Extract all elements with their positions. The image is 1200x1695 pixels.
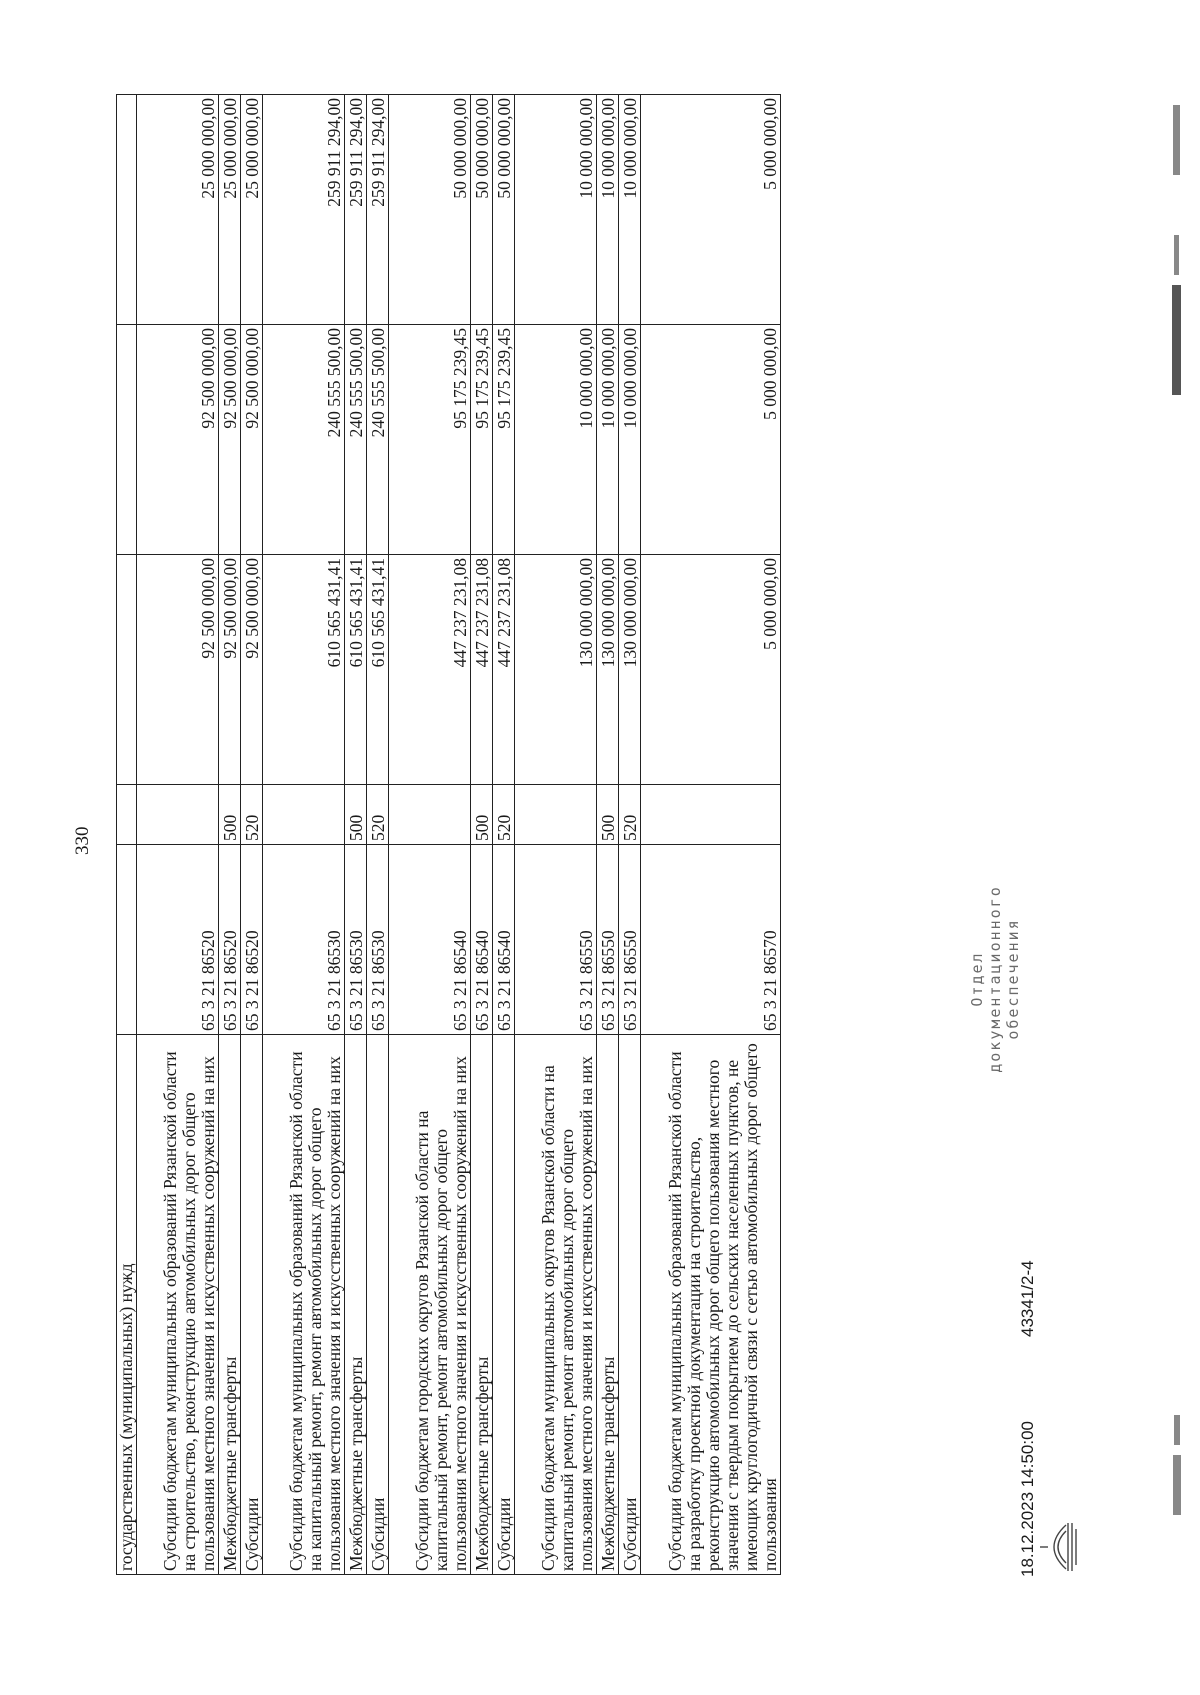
emblem-icon [1036,1519,1080,1575]
row-amount-3: 259 911 294,00 [345,95,367,325]
row-amount-2: 95 175 239,45 [389,325,471,555]
row-expense-type [263,785,345,845]
row-amount-3: 25 000 000,00 [137,95,219,325]
row-amount-1: 610 565 431,41 [345,555,367,785]
row-amount-3: 50 000 000,00 [493,95,515,325]
row-expense-type: 520 [493,785,515,845]
row-target-code: 65 3 21 86520 [219,845,241,1035]
budget-table [116,94,781,1575]
table-row [515,95,597,1575]
row-amount-2: 95 175 239,45 [493,325,515,555]
row-amount-2: 240 555 500,00 [263,325,345,555]
row-expense-type [117,785,137,845]
row-name: Субсидии [619,1035,641,1575]
page-number: 330 [72,826,93,855]
row-name: Субсидии [493,1035,515,1575]
table-row [137,95,219,1575]
row-expense-type: 520 [367,785,389,845]
row-target-code: 65 3 21 86540 [493,845,515,1035]
table-row [263,95,345,1575]
row-name: Субсидии [367,1035,389,1575]
row-name: Субсидии бюджетам муниципальных образований Рязанской области на капитальный ремонт, ремонт автомобильных дорог общего пользования местного значения и искусственных сооружений на них [263,1035,345,1575]
row-amount-3 [117,95,137,325]
row-name: Субсидии бюджетам городских округов Рязанской области на капитальный ремонт, ремонт автомобильных дорог общего пользования местного значения и искусственных сооружений на них [389,1035,471,1575]
row-amount-1: 130 000 000,00 [619,555,641,785]
row-amount-2 [117,325,137,555]
row-target-code: 65 3 21 86530 [345,845,367,1035]
table-row [471,95,493,1575]
row-amount-3: 10 000 000,00 [515,95,597,325]
row-amount-2: 10 000 000,00 [597,325,619,555]
row-amount-2: 5 000 000,00 [641,325,781,555]
row-target-code: 65 3 21 86520 [241,845,263,1035]
table-row [367,95,389,1575]
row-amount-3: 10 000 000,00 [619,95,641,325]
row-expense-type [641,785,781,845]
table-row [219,95,241,1575]
row-amount-2: 240 555 500,00 [367,325,389,555]
department-stamp [968,859,1022,1099]
table-row [597,95,619,1575]
row-target-code: 65 3 21 86530 [263,845,345,1035]
row-name: Межбюджетные трансферты [471,1035,493,1575]
row-expense-type: 500 [345,785,367,845]
row-expense-type [515,785,597,845]
table-row [241,95,263,1575]
row-name: Субсидии [241,1035,263,1575]
row-name: Субсидии бюджетам муниципальных округов Рязанской области на капитальный ремонт, ремонт автомобильных дорог общего пользования местного значения и искусственных сооружений на них [515,1035,597,1575]
row-amount-3: 25 000 000,00 [219,95,241,325]
footer-doc-number: 43341/2-4 [1018,1260,1037,1337]
row-amount-3: 259 911 294,00 [263,95,345,325]
scan-edge-marks [1170,0,1184,1695]
table-row [641,95,781,1575]
row-target-code: 65 3 21 86520 [137,845,219,1035]
row-amount-1: 447 237 231,08 [471,555,493,785]
row-amount-2: 10 000 000,00 [515,325,597,555]
row-name: Субсидии бюджетам муниципальных образований Рязанской области на строительство, реконструкцию автомобильных дорог общего пользования местного значения и искусственных сооружений на них [137,1035,219,1575]
row-target-code: 65 3 21 86540 [389,845,471,1035]
stamp-line-1: Отдел документационного [968,885,1004,1073]
row-amount-3: 50 000 000,00 [471,95,493,325]
row-amount-1: 92 500 000,00 [137,555,219,785]
row-target-code: 65 3 21 86530 [367,845,389,1035]
table-row [619,95,641,1575]
row-amount-1: 130 000 000,00 [515,555,597,785]
row-expense-type: 500 [597,785,619,845]
row-amount-3: 25 000 000,00 [241,95,263,325]
row-name: Межбюджетные трансферты [597,1035,619,1575]
row-expense-type: 520 [619,785,641,845]
row-expense-type: 520 [241,785,263,845]
row-target-code: 65 3 21 86550 [619,845,641,1035]
row-expense-type: 500 [471,785,493,845]
table-row [117,95,137,1575]
row-amount-3: 10 000 000,00 [597,95,619,325]
row-amount-1: 92 500 000,00 [241,555,263,785]
row-expense-type: 500 [219,785,241,845]
row-amount-2: 240 555 500,00 [345,325,367,555]
row-name: Межбюджетные трансферты [219,1035,241,1575]
row-amount-1: 610 565 431,41 [263,555,345,785]
row-target-code: 65 3 21 86550 [597,845,619,1035]
row-amount-3: 5 000 000,00 [641,95,781,325]
row-amount-1: 5 000 000,00 [641,555,781,785]
row-target-code: 65 3 21 86550 [515,845,597,1035]
row-amount-3: 50 000 000,00 [389,95,471,325]
row-expense-type [389,785,471,845]
row-amount-1: 130 000 000,00 [597,555,619,785]
row-amount-2: 92 500 000,00 [241,325,263,555]
row-amount-2: 10 000 000,00 [619,325,641,555]
table-body [117,95,781,1575]
row-amount-1 [117,555,137,785]
row-amount-1: 610 565 431,41 [367,555,389,785]
row-expense-type [137,785,219,845]
row-amount-2: 95 175 239,45 [471,325,493,555]
footer-date: 18.12.2023 14:50:00 [1018,1421,1037,1577]
row-name: государственных (муниципальных) нужд [117,1035,137,1575]
table-row [493,95,515,1575]
row-amount-1: 447 237 231,08 [493,555,515,785]
row-target-code: 65 3 21 86540 [471,845,493,1035]
table-row [389,95,471,1575]
row-amount-1: 92 500 000,00 [219,555,241,785]
row-amount-2: 92 500 000,00 [219,325,241,555]
row-amount-1: 447 237 231,08 [389,555,471,785]
row-amount-2: 92 500 000,00 [137,325,219,555]
row-target-code [117,845,137,1035]
row-name: Межбюджетные трансферты [345,1035,367,1575]
row-amount-3: 259 911 294,00 [367,95,389,325]
stamp-line-2: обеспечения [1004,918,1022,1040]
table-row [345,95,367,1575]
row-target-code: 65 3 21 86570 [641,845,781,1035]
row-name: Субсидии бюджетам муниципальных образований Рязанской области на разработку проектной документации на строительство, реконструкцию автомобильных дорог общего пользования местного значения с твердым покрытием до сельских населенных пунктов, не имеющих круглогодичной связи с сетью автомобильных дорог общего пользования [641,1035,781,1575]
